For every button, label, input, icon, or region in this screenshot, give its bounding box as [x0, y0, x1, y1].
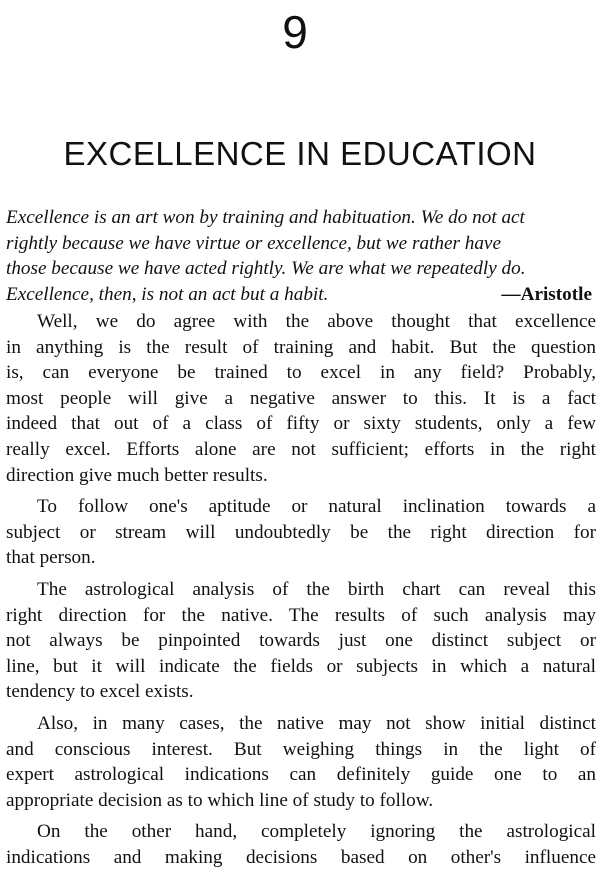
paragraph-line: indications and making decisions based on other's influence [6, 846, 596, 868]
paragraph-line: tendency to excel exists. [6, 681, 194, 703]
epigraph-line: rightly because we have virtue or excellence, but we rather have [6, 232, 501, 254]
epigraph-line: those because we have acted rightly. We are what we repeatedly do. [6, 258, 526, 279]
paragraph-line: most people will give a negative answer to this. It is a fact [6, 387, 596, 409]
paragraph-line: On the other hand, completely ignoring the astrological [37, 821, 596, 843]
paragraph-line: indeed that out of a class of fifty or sixty students, only a few [6, 413, 596, 435]
paragraph-line: in anything is the result of training and habit. But the question [6, 336, 596, 358]
paragraph-line: Also, in many cases, the native may not show initial distinct [37, 712, 596, 734]
paragraph [6, 309, 596, 488]
paragraph-line: is, can everyone be trained to excel in any field? Probably, [6, 362, 596, 384]
paragraph-line: and conscious interest. But weighing things in the light of [6, 738, 596, 760]
epigraph-author: —Aristotle [501, 283, 592, 305]
chapter-number: 9 [282, 6, 308, 58]
paragraph-line: that person. [6, 547, 96, 569]
body-text [6, 309, 596, 876]
paragraph-line: To follow one's aptitude or natural inclination towards a [37, 496, 596, 518]
paragraph-line: subject or stream will undoubtedly be the right direction for [6, 521, 596, 543]
paragraph-line: The astrological analysis of the birth chart can reveal this [37, 578, 596, 600]
chapter-title: EXCELLENCE IN EDUCATION [63, 135, 537, 172]
epigraph-line: Excellence, then, is not an act but a habit. [6, 283, 329, 305]
paragraph-line: right direction for the native. The results of such analysis may [6, 604, 596, 626]
paragraph-line: line, but it will indicate the fields or subjects in which a natural [6, 655, 596, 677]
epigraph-quote [6, 205, 596, 307]
paragraph-line: expert astrological indications can definitely guide one to an [6, 764, 596, 786]
paragraph-line: appropriate decision as to which line of study to follow. [6, 789, 434, 811]
paragraph [6, 494, 596, 571]
paragraph-line: really excel. Efforts alone are not sufficient; efforts in the right [6, 438, 596, 460]
paragraph [6, 711, 596, 813]
paragraph [6, 577, 596, 705]
paragraph [6, 819, 596, 870]
paragraph-line: Well, we do agree with the above thought that excellence [37, 311, 596, 332]
paragraph-line: direction give much better results. [6, 464, 268, 486]
epigraph-line: Excellence is an art won by training and habituation. We do not act [6, 207, 525, 228]
epigraph-last-line [6, 282, 596, 308]
paragraph-line: not always be pinpointed towards just one distinct subject or [6, 630, 596, 652]
